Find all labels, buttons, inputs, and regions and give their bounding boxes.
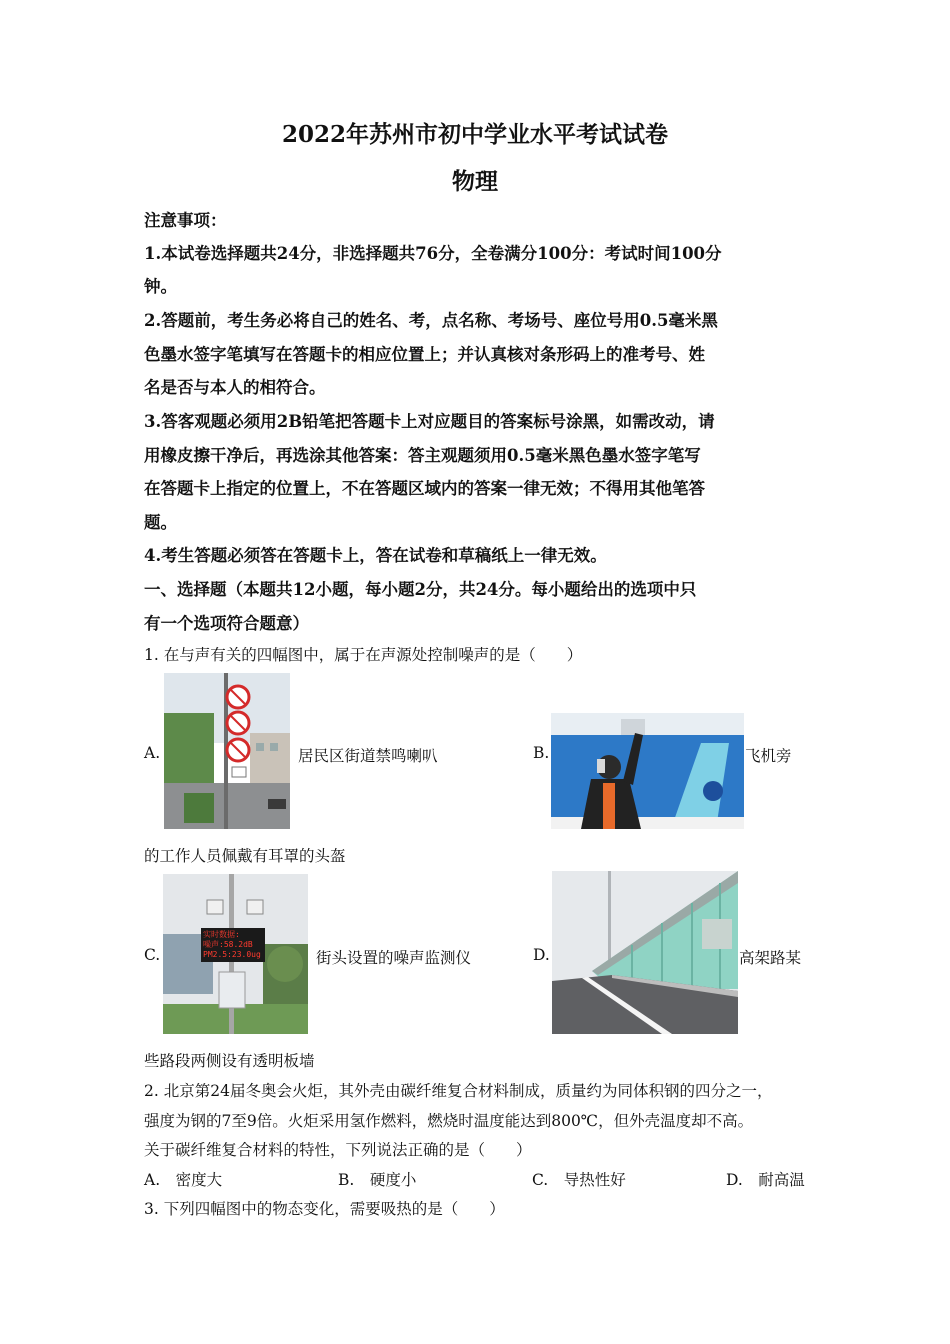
option-c-text: 街头设置的噪声监测仪 [316,949,472,967]
question-3-stem: 3. 下列四幅图中的物态变化，需要吸热的是（ ） [144,1200,505,1218]
notice-line: 色墨水签字笔填写在答题卡的相应位置上；并认真核对条形码上的准考号、姓 [144,345,705,364]
question-2-option-b: B. 硬度小 [338,1171,417,1189]
notice-line: 题。 [144,513,177,532]
notice-line: 名是否与本人的相符合。 [144,378,326,397]
option-d-label: D. [533,946,550,964]
monitor-line-pm: PM2.5:23.0ug [203,950,261,959]
noise-monitor-image [163,874,308,1034]
notice-line: 1.本试卷选择题共24分，非选择题共76分，全卷满分100分：考试时间100分 [144,244,722,263]
question-2-option-d: D. 耐高温 [726,1171,805,1189]
option-d-text-cont: 些路段两侧设有透明板墙 [144,1052,315,1070]
notice-line: 2.答题前，考生务必将自己的姓名、考，点名称、考场号、座位号用0.5毫米黑 [144,311,718,330]
notice-heading: 注意事项： [144,211,227,230]
monitor-line-realtime: 实时数据: [203,930,240,939]
subject-title: 物理 [452,168,498,195]
question-2-stem: 2. 北京第24届冬奥会火炬，其外壳由碳纤维复合材料制成，质量约为同体积钢的四分之一， [144,1082,773,1100]
transparent-noise-barrier-image [552,871,738,1034]
option-b-text: 飞机旁 [745,747,792,765]
section-heading-cont: 有一个选项符合题意） [144,614,309,633]
notice-line: 钟。 [144,277,177,296]
question-1-stem: 1. 在与声有关的四幅图中，属于在声源处控制噪声的是（ ） [144,646,583,664]
option-c-label: C. [144,946,161,964]
option-b-label: B. [533,744,550,762]
question-2-option-c: C. 导热性好 [532,1171,626,1189]
option-a-label: A. [144,744,161,762]
airport-worker-earmuff-image [551,713,744,829]
option-b-text-cont: 的工作人员佩戴有耳罩的头盔 [144,847,346,865]
exam-title: 2022年苏州市初中学业水平考试试卷 [281,121,668,148]
notice-line: 3.答客观题必须用2B铅笔把答题卡上对应题目的答案标号涂黑，如需改动，请 [144,412,715,431]
street-horn-ban-image [164,673,290,829]
notice-line: 4.考生答题必须答在答题卡上，答在试卷和草稿纸上一律无效。 [144,546,607,565]
question-2-option-a: A. 密度大 [144,1171,223,1189]
option-a-text: 居民区街道禁鸣喇叭 [298,747,438,765]
question-2-stem-cont: 强度为钢的7至9倍。火炬采用氢作燃料，燃烧时温度能达到800℃，但外壳温度却不高。 [144,1112,754,1130]
section-heading: 一、选择题（本题共12小题，每小题2分，共24分。每小题给出的选项中只 [144,580,697,599]
question-2-stem-cont: 关于碳纤维复合材料的特性，下列说法正确的是（ ） [144,1141,532,1159]
notice-line: 用橡皮擦干净后，再选涂其他答案：答主观题须用0.5毫米黑色墨水签字笔写 [144,446,701,465]
monitor-line-noise: 噪声:58.2dB [203,940,253,949]
option-d-text: 高架路某 [739,949,802,967]
notice-line: 在答题卡上指定的位置上，不在答题区域内的答案一律无效；不得用其他笔答 [144,479,705,498]
